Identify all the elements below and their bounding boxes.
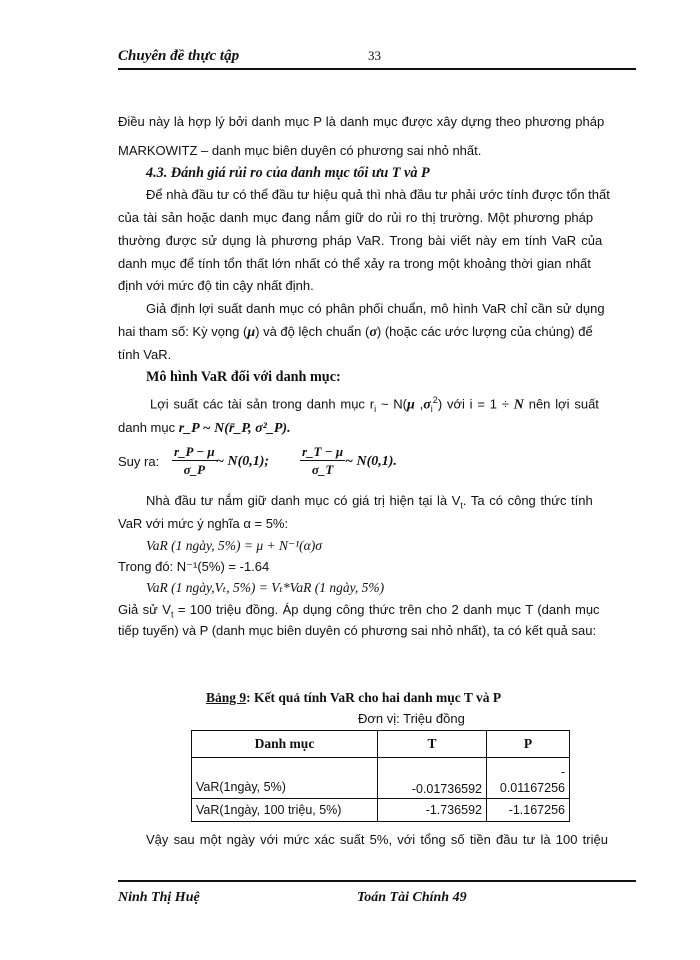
table-cell-p: -1.167256 [487, 799, 570, 822]
table-cell-label: VaR(1ngày, 5%) [192, 758, 378, 799]
para5-line2: VaR với mức ý nghĩa α = 5%: [118, 516, 289, 531]
table-cell-p: - 0.01167256 [487, 758, 570, 799]
suy-ra-label: Suy ra: [118, 454, 160, 469]
table-row [192, 758, 570, 799]
footer-author: Ninh Thị Huệ [118, 890, 200, 905]
para4-line1: Lợi suất các tài sản trong danh mục $r_i$ ~ N(μ $,\sigma_i^2$) với i = 1 ÷ N nên lợi suất [150, 395, 599, 414]
table-unit: Đơn vị: Triệu đồng [358, 711, 465, 726]
model-heading: Mô hình VaR đối với danh mục: [146, 369, 341, 385]
para2-line4: danh mục để tính tổn thất lớn nhất có thể xảy ra trong một khoảng thời gian nhất [118, 256, 591, 271]
footer-rule [118, 880, 636, 882]
portfolio-distribution-formula: r_P ~ N(r̄_P, σ²_P). [178, 421, 291, 436]
formula-n-inverse: Trong đó: N⁻¹(5%) = -1.64 [118, 559, 270, 574]
mu-symbol: μ [247, 325, 256, 340]
table-header-cell: Danh mục [192, 731, 378, 758]
para7-line1: Vậy sau một ngày với mức xác suất 5%, với tổng số tiền đầu tư là 100 triệu [146, 832, 608, 847]
para2-line2: của tài sản hoặc danh mục đang nắm giữ do rủi ro thị trường. Một phương pháp [118, 210, 594, 225]
para6-line2: tiếp tuyến) và P (danh mục biên duyên có phương sai nhỏ nhất), ta có kết quả sau: [118, 623, 597, 638]
fraction-p: $\frac{r\_P - \mu}{\sigma\_P}$ [174, 444, 215, 477]
para2-line3: thường được sử dụng là phương pháp VaR. Trong bài viết này em tính VaR của [118, 233, 603, 248]
fraction-p-rhs: ~ N(0,1); [216, 454, 270, 469]
para5-line1: Nhà đầu tư nắm giữ danh mục có giá trị hiện tại là $V_t$. Ta có công thức tính [146, 493, 593, 511]
para3-line1: Giả định lợi suất danh mục có phân phối chuẩn, mô hình VaR chỉ cần sử dụng [146, 301, 605, 316]
table-cell-label: VaR(1ngày, 100 triệu, 5%) [192, 799, 378, 822]
formula-var: VaR (1 ngày, 5%) = μ + N⁻¹(α)σ [146, 538, 322, 553]
table-header-cell: T [378, 731, 487, 758]
footer-program: Toán Tài Chính 49 [357, 890, 467, 905]
para4-line2: danh mục r_P ~ N(r̄_P, σ²_P). [118, 420, 291, 436]
section-heading: 4.3. Đánh giá rủi ro của danh mục tối ưu T và P [146, 165, 430, 181]
fraction-t-rhs: ~ N(0,1). [345, 454, 397, 469]
sigma-symbol: σ [369, 325, 377, 340]
table-header-cell: P [487, 731, 570, 758]
table-header-row [192, 731, 570, 758]
var-results-table [191, 730, 570, 822]
header-rule [118, 68, 636, 70]
page-number: 33 [368, 48, 381, 63]
page-header [118, 48, 636, 68]
header-title: Chuyên đề thực tập [118, 48, 240, 64]
table-cell-t: -0.01736592 [378, 758, 487, 799]
para3-line2: hai tham số: Kỳ vọng (μ) và độ lệch chuẩn (σ) (hoặc các ước lượng của chúng) để [118, 324, 593, 340]
para1-line2: MARKOWITZ – danh mục biên duyên có phương sai nhỏ nhất. [118, 143, 482, 158]
para3-line3: tính VaR. [118, 347, 172, 362]
para2-line1: Để nhà đầu tư có thể đầu tư hiệu quả thì nhà đầu tư phải ước tính được tổn thất [146, 187, 610, 202]
table-row [192, 799, 570, 822]
fraction-t: $\frac{r\_T - \mu}{\sigma\_T}$ [302, 444, 344, 477]
table-caption: Bảng 9: Kết quả tính VaR cho hai danh mục T và P [206, 690, 502, 705]
para1-line1: Điều này là hợp lý bởi danh mục P là danh mục được xây dựng theo phương pháp [118, 114, 605, 129]
para2-line5: định với mức độ tin cậy nhất định. [118, 278, 314, 293]
formula-var-vt: VaR (1 ngày,Vₜ, 5%) = Vₜ*VaR (1 ngày, 5%) [146, 580, 385, 595]
table-cell-t: -1.736592 [378, 799, 487, 822]
para6-line1: Giả sử $V_t = 100$ triệu đồng. Áp dụng công thức trên cho 2 danh mục T (danh mục [118, 602, 600, 620]
